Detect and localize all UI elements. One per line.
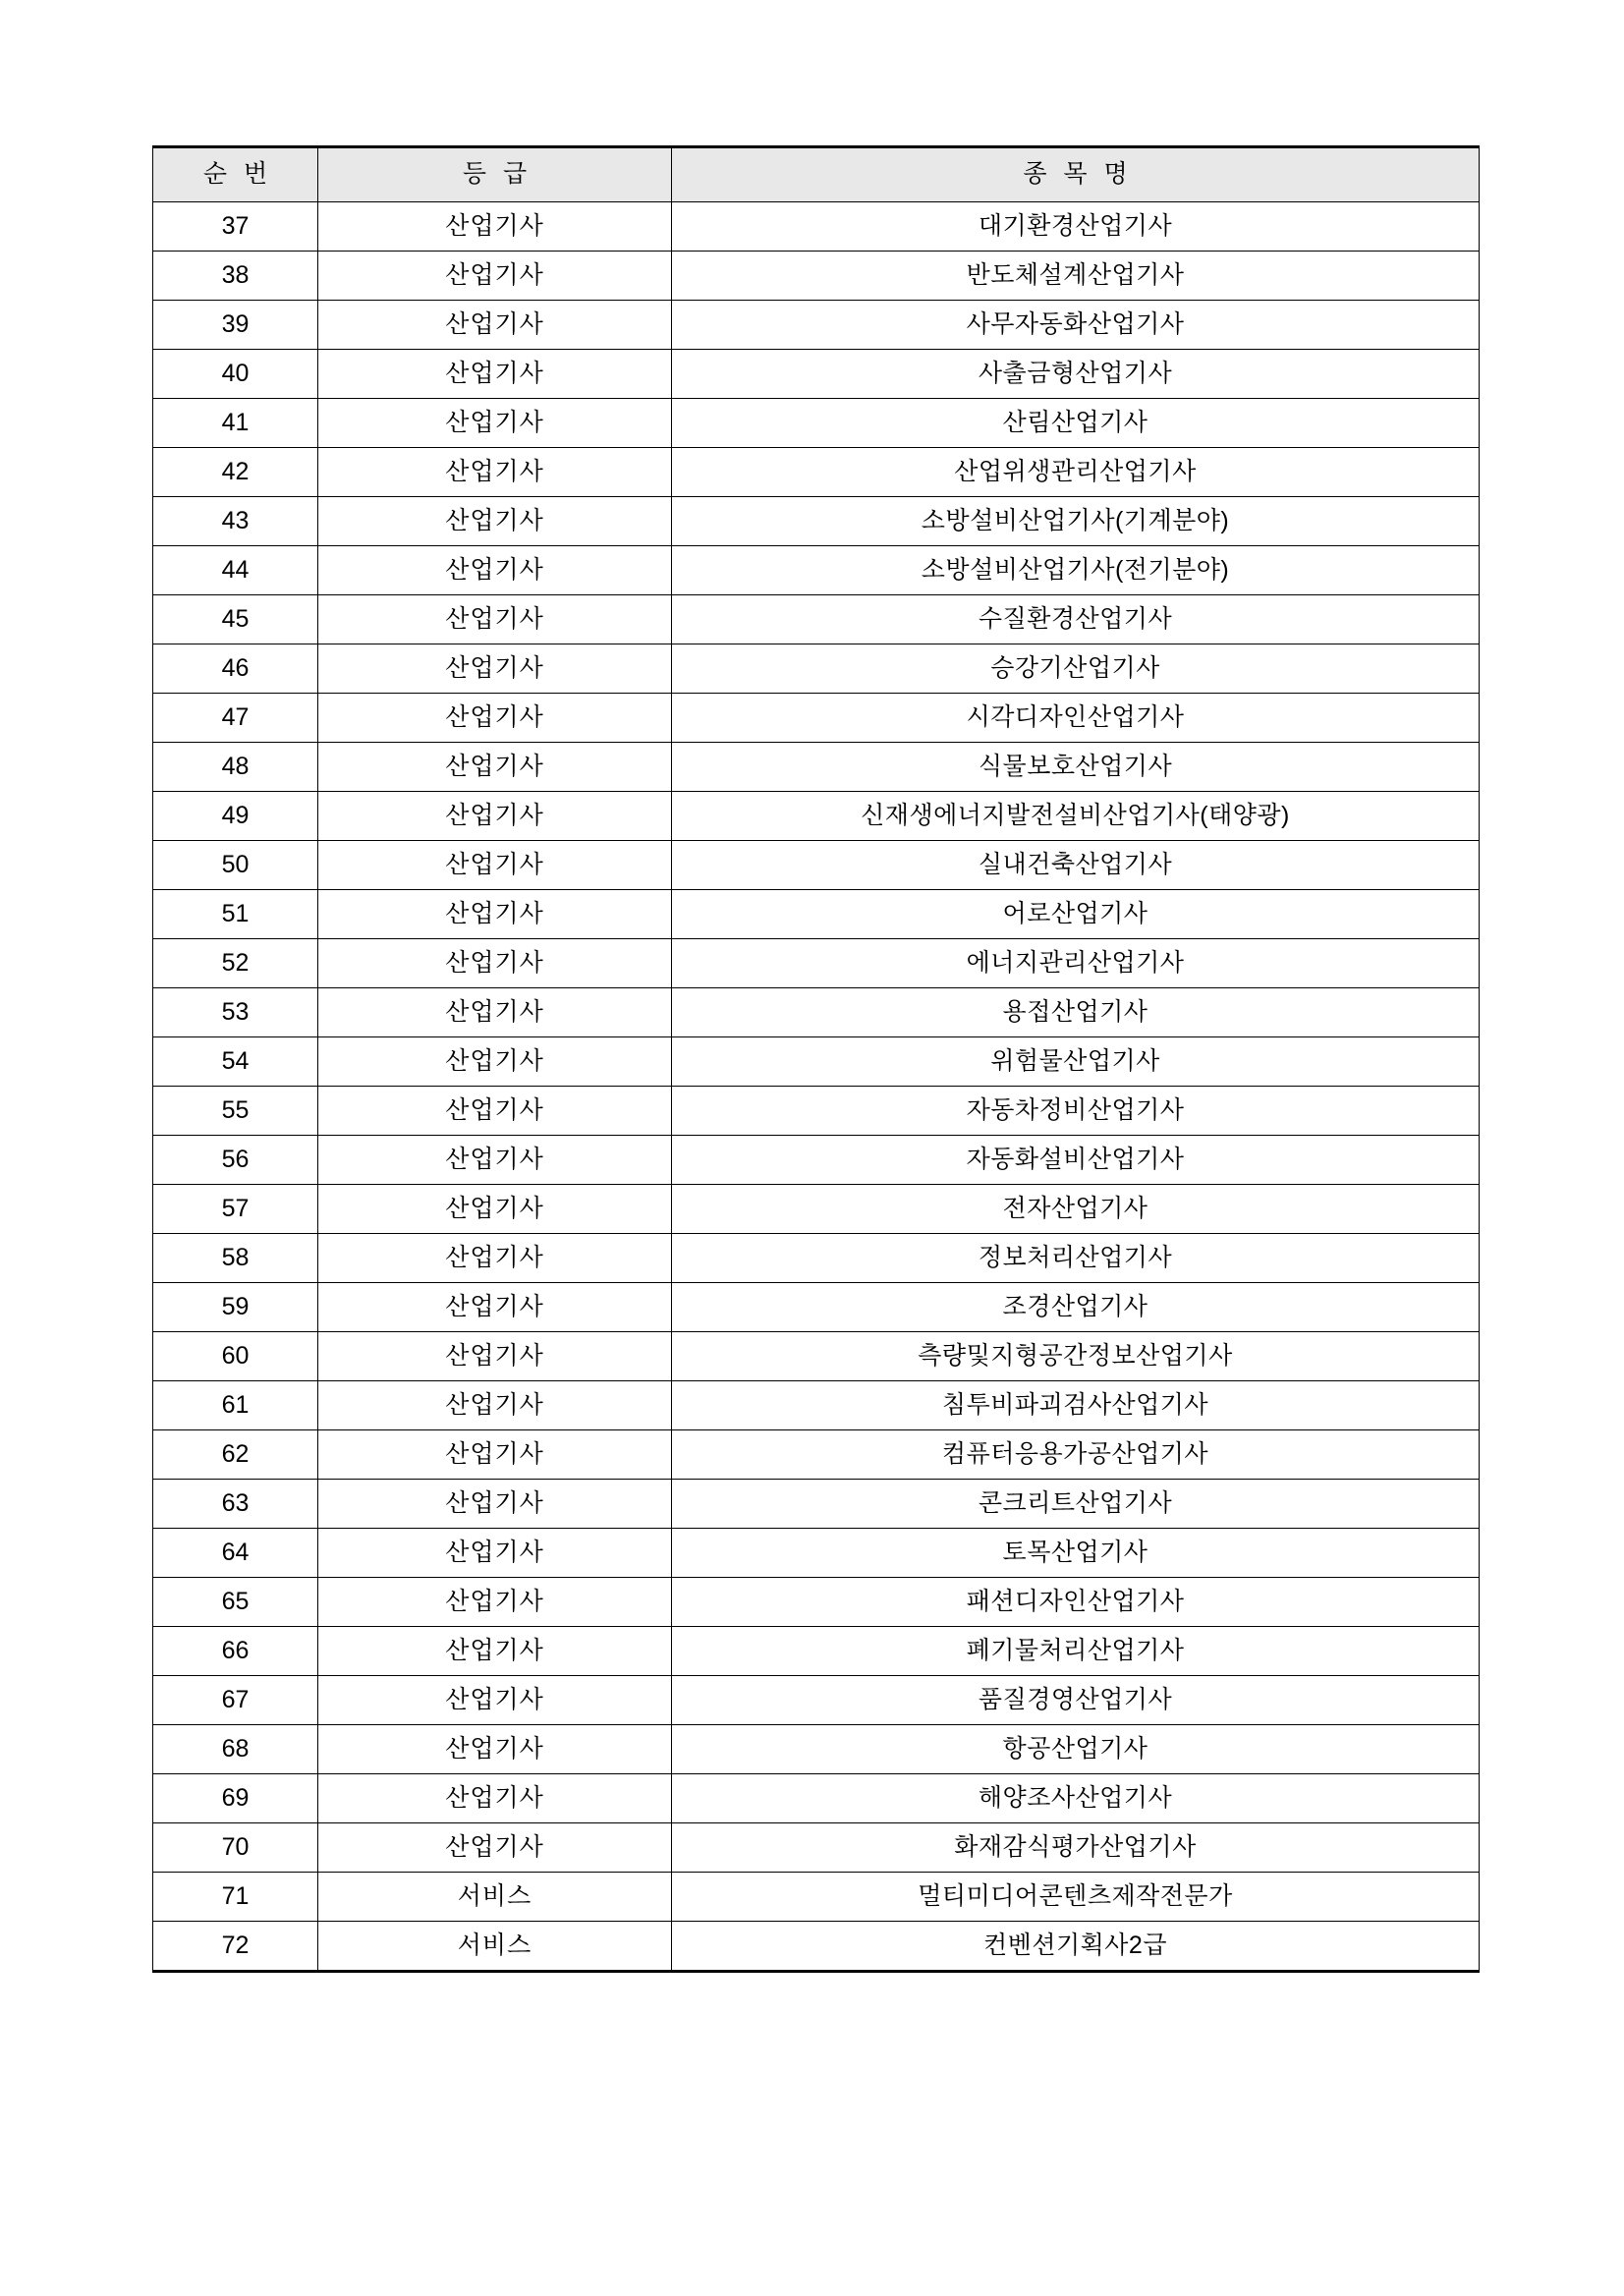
cell-name: 에너지관리산업기사 [672, 939, 1480, 988]
cell-grade: 산업기사 [318, 497, 672, 546]
cell-grade: 산업기사 [318, 1234, 672, 1283]
cell-grade: 산업기사 [318, 1676, 672, 1725]
table-row [153, 1381, 1480, 1430]
cell-name: 패션디자인산업기사 [672, 1578, 1480, 1627]
column-header-grade: 등 급 [318, 147, 672, 202]
cell-name: 소방설비산업기사(전기분야) [672, 546, 1480, 595]
table-row [153, 1873, 1480, 1922]
cell-grade: 산업기사 [318, 301, 672, 350]
cell-no: 56 [153, 1136, 318, 1185]
cell-name: 위험물산업기사 [672, 1037, 1480, 1087]
cell-no: 64 [153, 1529, 318, 1578]
table-row [153, 252, 1480, 301]
cell-no: 47 [153, 694, 318, 743]
cell-no: 67 [153, 1676, 318, 1725]
cell-no: 69 [153, 1774, 318, 1823]
table-row [153, 1136, 1480, 1185]
cell-name: 컴퓨터응용가공산업기사 [672, 1430, 1480, 1480]
table-row [153, 939, 1480, 988]
cell-grade: 서비스 [318, 1922, 672, 1972]
cell-grade: 산업기사 [318, 595, 672, 644]
cell-name: 시각디자인산업기사 [672, 694, 1480, 743]
cell-no: 52 [153, 939, 318, 988]
cell-no: 41 [153, 399, 318, 448]
cell-no: 58 [153, 1234, 318, 1283]
cell-name: 승강기산업기사 [672, 644, 1480, 694]
cell-no: 71 [153, 1873, 318, 1922]
table-row [153, 1283, 1480, 1332]
cell-grade: 산업기사 [318, 694, 672, 743]
cell-name: 해양조사산업기사 [672, 1774, 1480, 1823]
table-row [153, 1430, 1480, 1480]
cell-no: 66 [153, 1627, 318, 1676]
table-row [153, 546, 1480, 595]
table-row [153, 301, 1480, 350]
table-row [153, 743, 1480, 792]
cell-name: 전자산업기사 [672, 1185, 1480, 1234]
table-row [153, 497, 1480, 546]
cell-grade: 산업기사 [318, 1430, 672, 1480]
cell-no: 70 [153, 1823, 318, 1873]
cell-no: 40 [153, 350, 318, 399]
cell-name: 조경산업기사 [672, 1283, 1480, 1332]
table-row [153, 1087, 1480, 1136]
cell-grade: 산업기사 [318, 252, 672, 301]
cell-no: 38 [153, 252, 318, 301]
table-row [153, 644, 1480, 694]
cell-name: 용접산업기사 [672, 988, 1480, 1037]
cell-grade: 산업기사 [318, 350, 672, 399]
cell-grade: 산업기사 [318, 399, 672, 448]
cell-name: 화재감식평가산업기사 [672, 1823, 1480, 1873]
cell-no: 68 [153, 1725, 318, 1774]
cell-name: 신재생에너지발전설비산업기사(태양광) [672, 792, 1480, 841]
table-row [153, 890, 1480, 939]
cell-no: 63 [153, 1480, 318, 1529]
cell-grade: 산업기사 [318, 1283, 672, 1332]
cell-grade: 산업기사 [318, 792, 672, 841]
cell-grade: 산업기사 [318, 1774, 672, 1823]
table-row [153, 448, 1480, 497]
cell-no: 51 [153, 890, 318, 939]
cell-no: 43 [153, 497, 318, 546]
table-row [153, 1185, 1480, 1234]
table-row [153, 1332, 1480, 1381]
cell-grade: 산업기사 [318, 939, 672, 988]
column-header-no: 순 번 [153, 147, 318, 202]
cell-no: 72 [153, 1922, 318, 1972]
table-row [153, 202, 1480, 252]
table-row [153, 988, 1480, 1037]
table-row [153, 694, 1480, 743]
cell-grade: 산업기사 [318, 1578, 672, 1627]
cell-grade: 산업기사 [318, 890, 672, 939]
cell-no: 48 [153, 743, 318, 792]
cell-name: 자동화설비산업기사 [672, 1136, 1480, 1185]
cell-name: 멀티미디어콘텐츠제작전문가 [672, 1873, 1480, 1922]
table-row [153, 1823, 1480, 1873]
cell-name: 식물보호산업기사 [672, 743, 1480, 792]
cell-name: 폐기물처리산업기사 [672, 1627, 1480, 1676]
cell-grade: 산업기사 [318, 1627, 672, 1676]
table-row [153, 1037, 1480, 1087]
table-row [153, 350, 1480, 399]
cell-grade: 서비스 [318, 1873, 672, 1922]
cell-name: 대기환경산업기사 [672, 202, 1480, 252]
cell-name: 사출금형산업기사 [672, 350, 1480, 399]
table-row [153, 792, 1480, 841]
cell-no: 60 [153, 1332, 318, 1381]
cell-name: 반도체설계산업기사 [672, 252, 1480, 301]
cell-name: 수질환경산업기사 [672, 595, 1480, 644]
table-body [153, 202, 1480, 1972]
table-row [153, 1922, 1480, 1972]
cell-grade: 산업기사 [318, 1136, 672, 1185]
table-row [153, 1480, 1480, 1529]
cell-no: 49 [153, 792, 318, 841]
cell-grade: 산업기사 [318, 1185, 672, 1234]
table-row [153, 1627, 1480, 1676]
table-row [153, 841, 1480, 890]
cell-grade: 산업기사 [318, 546, 672, 595]
table-row [153, 595, 1480, 644]
cell-name: 침투비파괴검사산업기사 [672, 1381, 1480, 1430]
cell-name: 어로산업기사 [672, 890, 1480, 939]
cell-name: 소방설비산업기사(기계분야) [672, 497, 1480, 546]
cell-grade: 산업기사 [318, 202, 672, 252]
cell-grade: 산업기사 [318, 1087, 672, 1136]
table-header-row [153, 147, 1480, 202]
table-row [153, 399, 1480, 448]
cell-no: 42 [153, 448, 318, 497]
table-row [153, 1725, 1480, 1774]
cell-no: 50 [153, 841, 318, 890]
cell-no: 65 [153, 1578, 318, 1627]
cell-name: 컨벤션기획사2급 [672, 1922, 1480, 1972]
cell-grade: 산업기사 [318, 988, 672, 1037]
table-row [153, 1676, 1480, 1725]
certification-table [152, 145, 1480, 1973]
cell-no: 54 [153, 1037, 318, 1087]
cell-no: 53 [153, 988, 318, 1037]
cell-no: 44 [153, 546, 318, 595]
cell-name: 산림산업기사 [672, 399, 1480, 448]
cell-grade: 산업기사 [318, 1529, 672, 1578]
cell-no: 61 [153, 1381, 318, 1430]
cell-no: 55 [153, 1087, 318, 1136]
cell-grade: 산업기사 [318, 1381, 672, 1430]
cell-name: 자동차정비산업기사 [672, 1087, 1480, 1136]
cell-no: 57 [153, 1185, 318, 1234]
table-row [153, 1578, 1480, 1627]
cell-grade: 산업기사 [318, 1823, 672, 1873]
cell-grade: 산업기사 [318, 1480, 672, 1529]
cell-no: 39 [153, 301, 318, 350]
table-row [153, 1529, 1480, 1578]
cell-no: 45 [153, 595, 318, 644]
cell-name: 정보처리산업기사 [672, 1234, 1480, 1283]
cell-grade: 산업기사 [318, 743, 672, 792]
cell-name: 실내건축산업기사 [672, 841, 1480, 890]
cell-name: 콘크리트산업기사 [672, 1480, 1480, 1529]
cell-name: 토목산업기사 [672, 1529, 1480, 1578]
cell-grade: 산업기사 [318, 448, 672, 497]
table-header [153, 147, 1480, 202]
table-row [153, 1234, 1480, 1283]
cell-no: 59 [153, 1283, 318, 1332]
cell-no: 37 [153, 202, 318, 252]
cell-name: 산업위생관리산업기사 [672, 448, 1480, 497]
cell-no: 62 [153, 1430, 318, 1480]
cell-name: 품질경영산업기사 [672, 1676, 1480, 1725]
cell-name: 항공산업기사 [672, 1725, 1480, 1774]
cell-grade: 산업기사 [318, 1037, 672, 1087]
cell-name: 사무자동화산업기사 [672, 301, 1480, 350]
cell-grade: 산업기사 [318, 1725, 672, 1774]
cell-name: 측량및지형공간정보산업기사 [672, 1332, 1480, 1381]
cell-grade: 산업기사 [318, 644, 672, 694]
cell-no: 46 [153, 644, 318, 694]
cell-grade: 산업기사 [318, 841, 672, 890]
cell-grade: 산업기사 [318, 1332, 672, 1381]
table-row [153, 1774, 1480, 1823]
column-header-name: 종 목 명 [672, 147, 1480, 202]
